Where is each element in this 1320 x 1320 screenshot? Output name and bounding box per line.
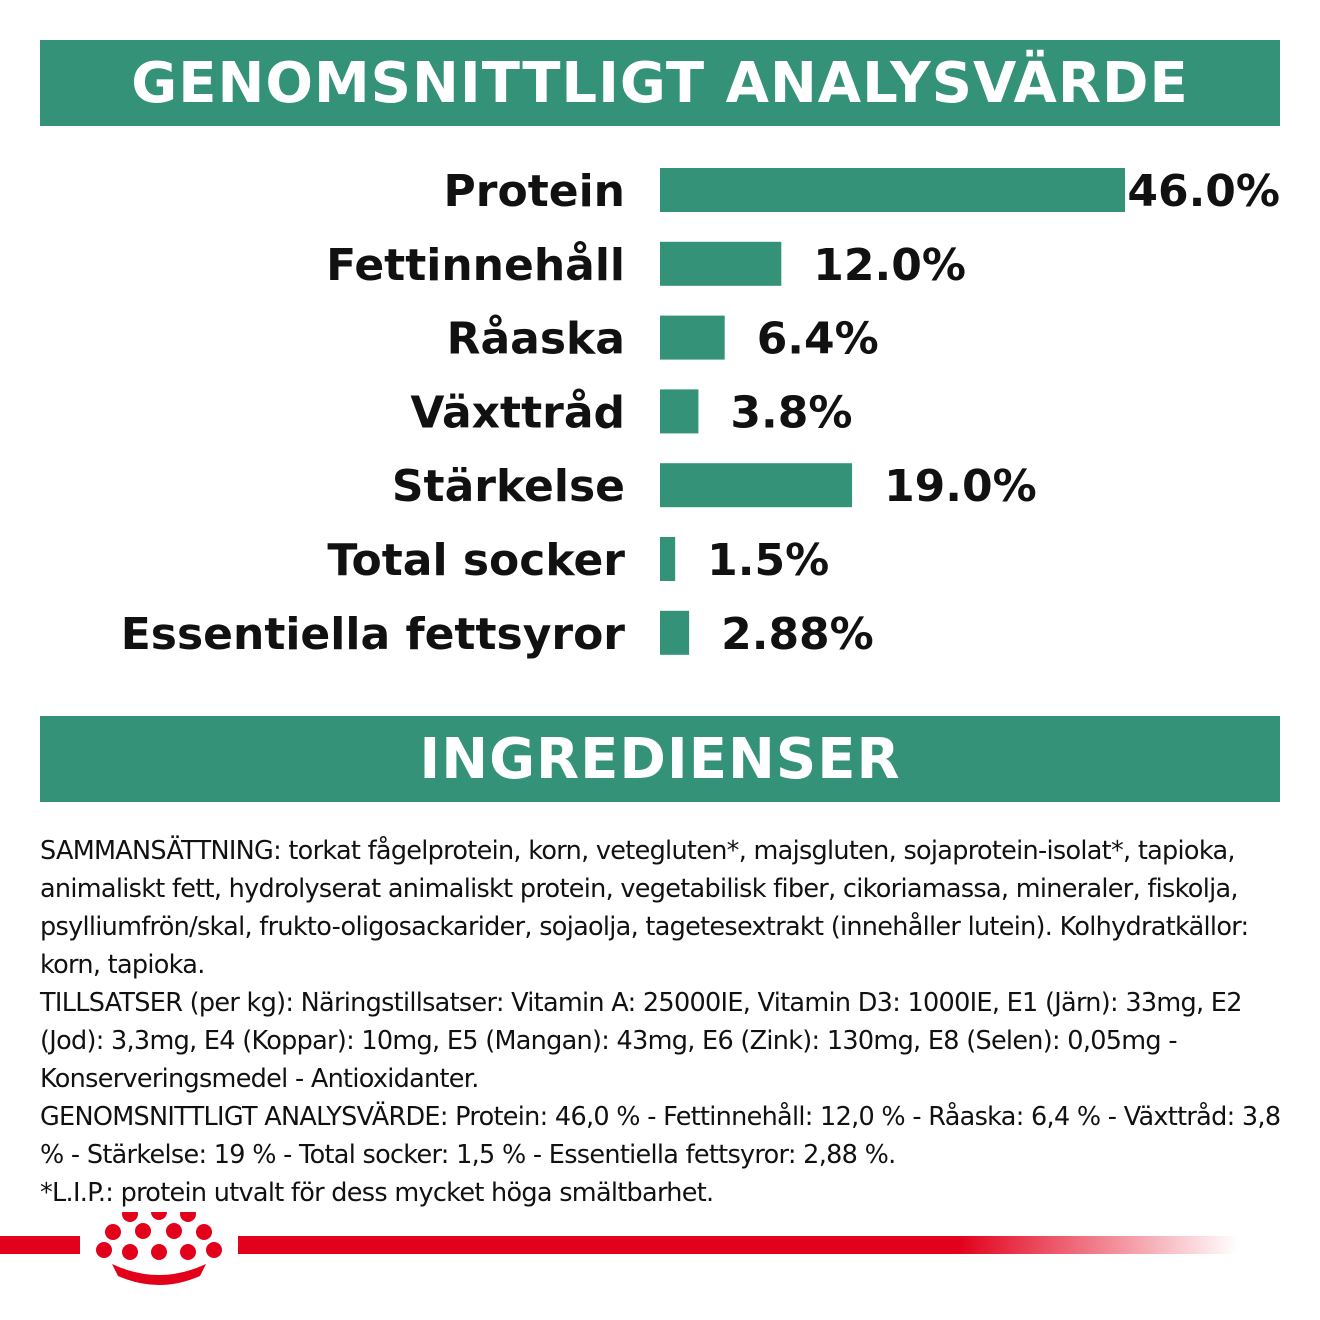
value-label: 19.0% [884, 461, 1037, 513]
ingredients-title: INGREDIENSER [419, 726, 901, 792]
analysis-paragraph: GENOMSNITTLIGT ANALYSVÄRDE: Protein: 46,0 % - Fettinnehåll: 12,0 % - Råaska: 6,4 % - Växttråd: 3,8 % - Stärkelse: 19 % - Total socker: 1,5 % - Essentiella fettsyror: 2,88 %. [40, 1102, 1281, 1170]
brand-stripe-left [0, 1236, 80, 1254]
value-label: 1.5% [707, 535, 830, 586]
value-label: 6.4% [756, 313, 879, 365]
analysis-title: GENOMSNITTLIGT ANALYSVÄRDE [131, 50, 1189, 116]
bar [660, 242, 781, 286]
brand-stripe-right [238, 1236, 1238, 1254]
bar [660, 611, 689, 655]
brand-strip [0, 1212, 1320, 1292]
value-label: 2.88% [721, 608, 874, 660]
ingredients-text [40, 832, 1290, 1212]
value-label: 12.0% [813, 239, 966, 291]
category-label: Växttråd [410, 387, 625, 439]
analysis-bar-chart [0, 140, 1320, 685]
additives-paragraph: TILLSATSER (per kg): Näringstillsatser: Vitamin A: 25000IE, Vitamin D3: 1000IE, E1 (Järn): 33mg, E2 (Jod): 3,3mg, E4 (Koppar): 10mg, E5 (Mangan): 43mg, E6 (Zink): 130mg, E8 (Selen): 0,05mg - Konserveringsmedel - Antioxidanter. [40, 988, 1242, 1094]
bar [660, 316, 725, 360]
category-label: Stärkelse [391, 461, 625, 513]
lip-footnote: *L.I.P.: protein utvalt för dess mycket höga smältbarhet. [40, 1178, 714, 1208]
ingredients-header [40, 716, 1280, 802]
analysis-header [40, 40, 1280, 126]
value-label: 3.8% [730, 387, 853, 439]
category-label: Essentiella fettsyror [120, 608, 625, 660]
bar [660, 389, 698, 433]
category-label: Råaska [446, 313, 625, 365]
crown-icon [96, 1212, 222, 1285]
bar [660, 463, 852, 507]
category-label: Fettinnehåll [326, 239, 625, 291]
category-label: Total socker [327, 535, 625, 586]
bar [660, 537, 675, 581]
bar [660, 168, 1125, 212]
composition-paragraph: SAMMANSÄTTNING: torkat fågelprotein, korn, vetegluten*, majsgluten, sojaprotein-isolat*, tapioka, animaliskt fett, hydrolyserat animaliskt protein, vegetabilisk fiber, cikoriamassa, mineraler, fiskolja, psylliumfrön/skal, frukto-oligosackarider, sojaolja, tagetesextrakt (innehåller lutein). Kolhydratkällor: korn, tapioka. [40, 836, 1249, 980]
value-label: 46.0% [1127, 166, 1280, 217]
category-label: Protein [443, 166, 625, 217]
